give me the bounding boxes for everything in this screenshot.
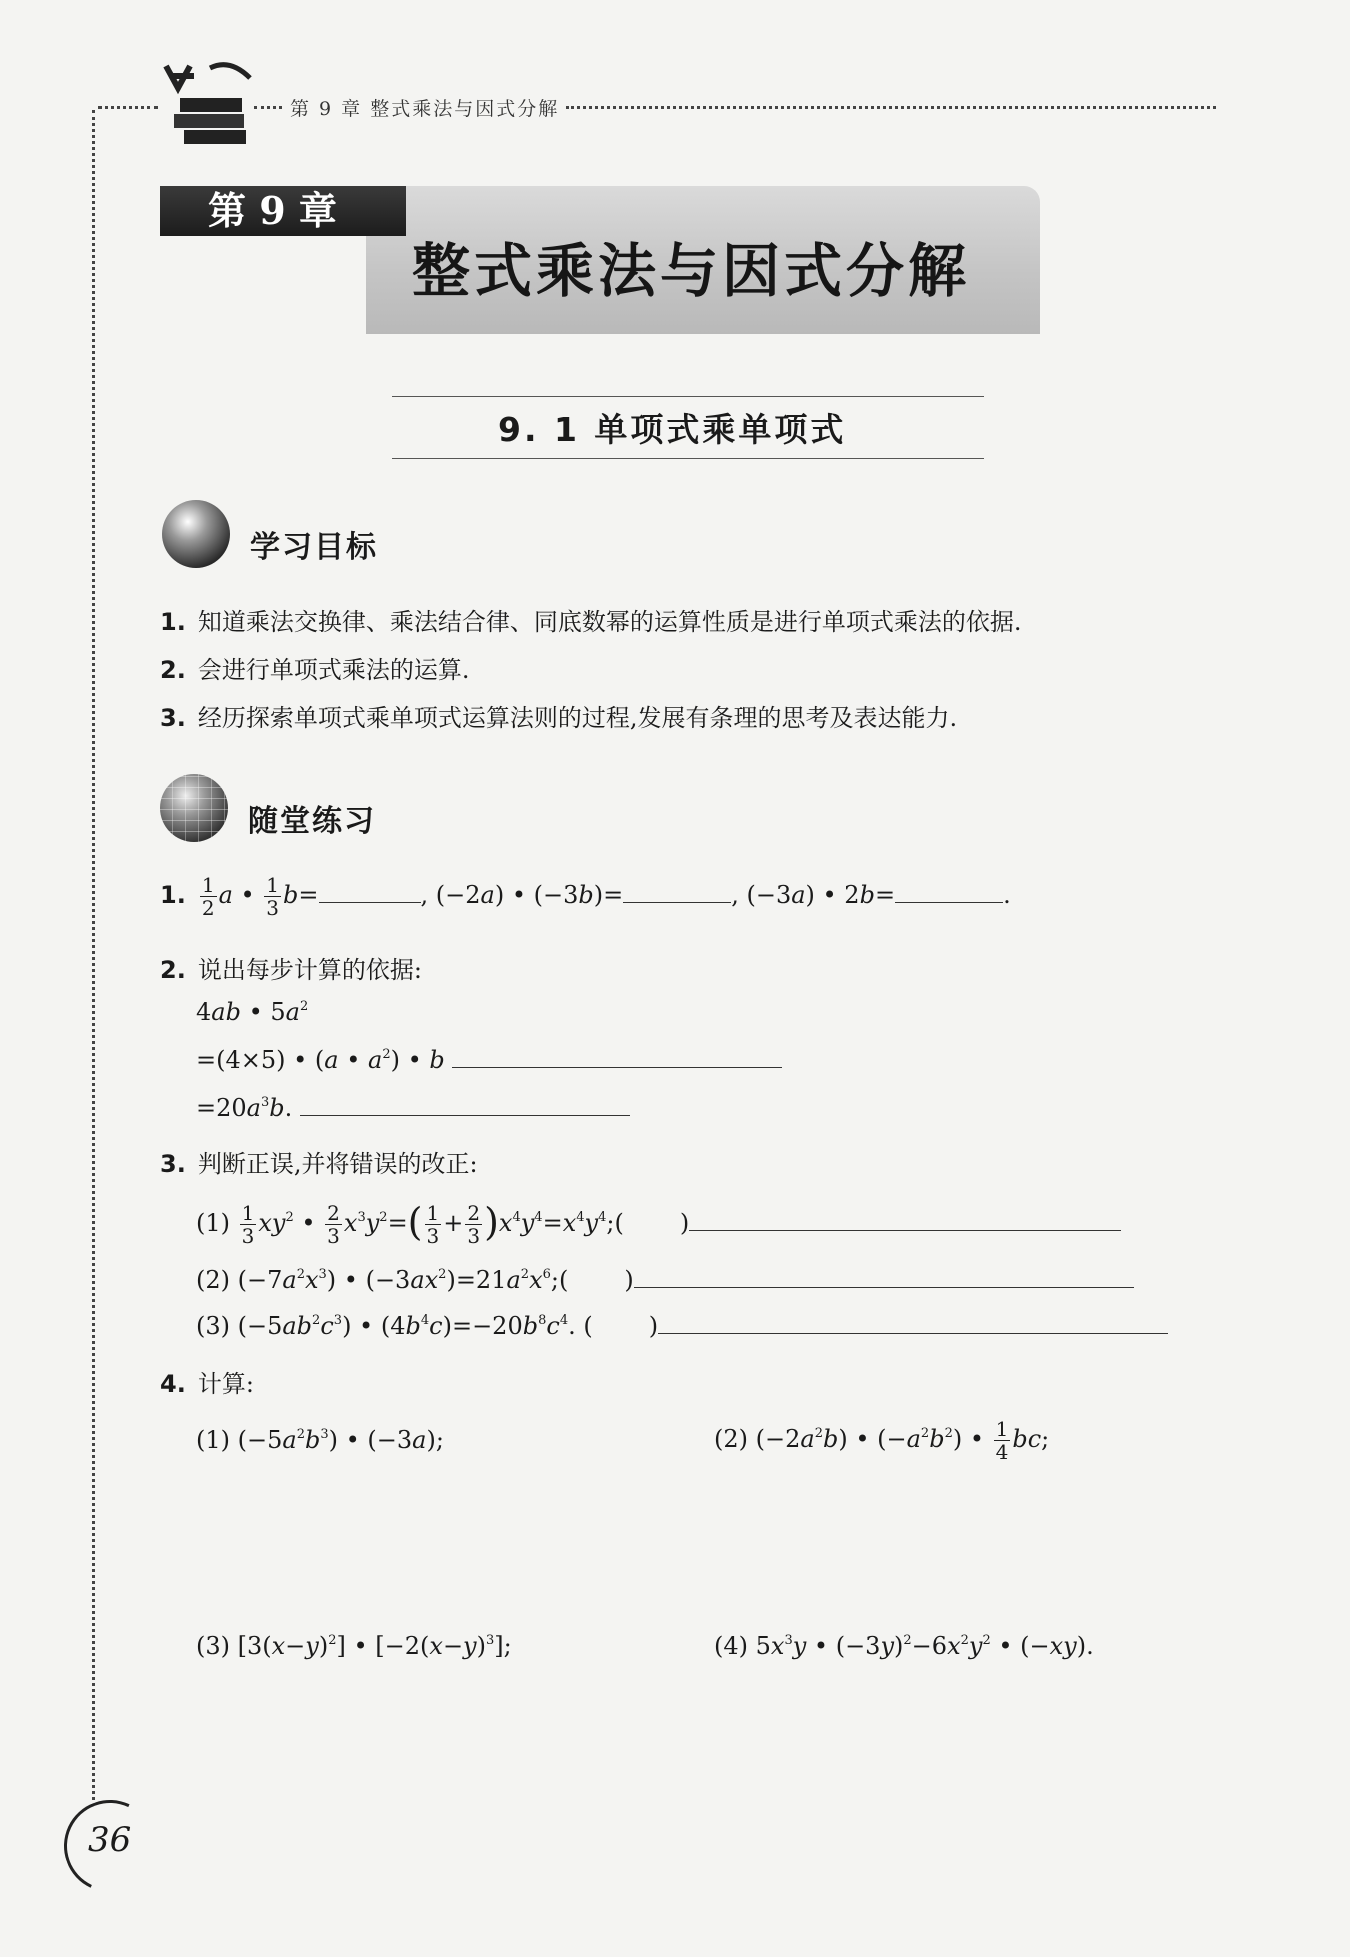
goals-heading: 学习目标 [250,530,378,565]
question-3: 3. 判断正误,并将错误的改正: [160,1150,478,1178]
section-rule-bottom [392,458,984,459]
section-rule-top [392,396,984,397]
question-3-part-1: (1) $\frac{1}{3}$ $xy^2$ • $\frac{2}{3}$ $x^3y^2=$( $\frac{1}{3}$ + $\frac{2}{3}$ )$x^4y^4=x^4y^4$;( ) [196,1200,1121,1247]
answer-blank-1b[interactable] [623,902,731,903]
question-1: 1. $\frac{1}{2}$ a • $\frac{1}{3}$ b= , (−2a) • (−3b)= , (−3a) • 2b= . [160,873,1011,920]
question-2-step-0: 4ab • $5a^2$ [196,998,309,1026]
page-number: 36 [88,1820,132,1860]
goals-sphere-icon [162,500,230,568]
question-2: 2. 说出每步计算的依据: [160,956,422,984]
question-4-part-4: (4) $5x^3y$ • $(-3y)^2-6x^2y^2$ • (−xy). [714,1632,1094,1660]
question-4-part-1: (1) $(-5a^2b^3)$ • (−3a); [196,1426,444,1454]
question-4-part-2: (2) $(-2a^2b)$ • $(-a^2b^2)$ • $\frac{1}{4}$ bc; [714,1417,1050,1464]
answer-blank-1a[interactable] [319,902,421,903]
answer-blank-3c[interactable] [658,1333,1168,1334]
answer-blank-3b[interactable] [634,1287,1134,1288]
goal-item-1: 1. 知道乘法交换律、乘法结合律、同底数幂的运算性质是进行单项式乘法的依据. [160,608,1022,636]
practice-globe-icon [160,774,228,842]
section-title: 9. 1 单项式乘单项式 [498,410,847,449]
running-header: 第 9 章 整式乘法与因式分解 [290,98,560,120]
header-logo-icon [150,58,260,150]
answer-blank-3a[interactable] [689,1230,1121,1231]
question-3-part-2: (2) $(-7a^2x^3)$ • $(-3ax^2)=21a^2x^6$;( ) [196,1266,1134,1294]
header-dotted-line-left [98,106,158,109]
header-dotted-line-right [566,106,1216,109]
question-4-part-3: (3) $[3(x-y)^2]$ • $[-2(x-y)^3]$; [196,1632,512,1660]
question-2-step-1: =(4×5) • (a • $a^2$) • b [196,1046,782,1074]
goal-item-3: 3. 经历探索单项式乘单项式运算法则的过程,发展有条理的思考及表达能力. [160,704,958,732]
header-dotted-line-mid [254,106,282,109]
chapter-title: 整式乘法与因式分解 [412,237,971,305]
question-3-part-3: (3) $(-5ab^2c^3)$ • $(4b^4c)=-20b^8c^4$. ( ) [196,1312,1168,1340]
practice-heading: 随堂练习 [248,804,376,839]
answer-blank-2b[interactable] [300,1115,630,1116]
goal-item-2: 2. 会进行单项式乘法的运算. [160,656,470,684]
margin-dotted-line [92,110,95,1800]
chapter-tab: 第 9 章 [160,186,406,236]
question-2-step-2: $=20a^3b$. [196,1094,630,1122]
answer-blank-2a[interactable] [452,1067,782,1068]
answer-blank-1c[interactable] [895,902,1003,903]
question-4: 4. 计算: [160,1370,254,1398]
